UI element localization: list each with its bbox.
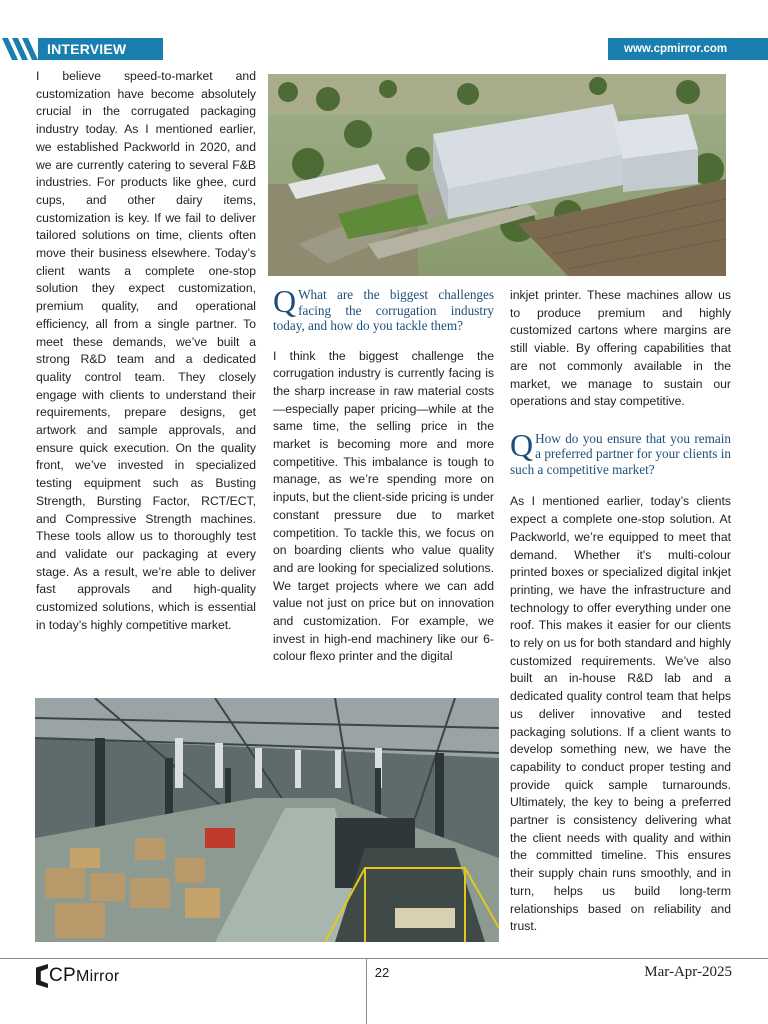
factory-aerial-photo	[268, 74, 726, 276]
question-1	[273, 283, 494, 334]
section-header-band	[0, 38, 163, 60]
header-stripes-icon	[0, 38, 40, 60]
answer-1-text: I think the biggest challenge the corrugation industry is currently facing is the sharp increase in raw material costs—especially paper pricing—while at the same time, the selling price in the market is becoming more and more competitive. This imbalance is tough to manage, as we’re spending more on inputs, but the client-side pricing is under constant pressure due to market competition. To tackle this, we focus on on boarding clients who value quality and are looking for specialized solutions. We target projects where we can add value not just on price but on innovation and customization. For example, we invest in high-end machinery like our 6-colour flexo printer and the digital	[273, 348, 494, 664]
website-url[interactable]: www.cpmirror.com	[608, 38, 768, 60]
question-2-text: How do you ensure that you remain a preferred partner for your clients in such a competitive market?	[510, 430, 731, 477]
footer-rule	[0, 958, 768, 959]
logo-text-suffix: Mirror	[76, 968, 120, 985]
question-1-text: What are the biggest challenges facing the corrugation industry today, and how do you tackle them?	[273, 287, 494, 333]
factory-interior-image	[35, 698, 499, 942]
issue-date: Mar-Apr-2025	[644, 964, 732, 980]
question-2-initial: Q	[510, 426, 534, 463]
column-1	[36, 68, 256, 635]
column-3	[510, 287, 731, 936]
question-2	[510, 426, 731, 478]
factory-interior-photo	[35, 698, 499, 942]
column-1-paragraph: I believe speed-to-market and customization have become absolutely crucial in the corrugated packaging industry today. As I mentioned earlier, we established Packworld in 2020, and we are currently catering to several F&B industries. For products like ghee, curd cups, and other dairy items, customization is key. If we fail to deliver tailored solutions on time, clients often move their business elsewhere. Today’s client wants a complete one-stop solution they expect customization, premium quality, and operational efficiency, all from a single partner. To meet these demands, we’ve built a strong R&D team and a dedicated quality control team. They closely engage with clients to understand their requirements, prepare designs, get artwork and sample approvals, and ensure quick execution. On the quality front, we’ve invested in specialized testing equipment such as Busting Strength, Bursting Factor, RCT/ECT, and Compressive Strength machines. These tools allow us to thoroughly test and validate our packaging at every stage. As a result, we’re able to deliver fast approvals and high-quality customized solutions, which is essential in today’s highly competitive market.	[36, 69, 256, 632]
answer-1-continuation: inkjet printer. These machines allow us to produce premium and highly customized cartons where margins are still viable. By offering capabilities that are not commonly available in the market, we manage to sustain our operations and stay competitive.	[510, 288, 731, 409]
section-label: INTERVIEW	[38, 38, 163, 60]
logo-bracket-icon	[36, 964, 48, 988]
question-1-initial: Q	[273, 283, 297, 319]
logo-text	[49, 965, 120, 987]
answer-2-text: As I mentioned earlier, today’s clients expect a complete one-stop solution. At Packworld, we’re equipped to meet that demand. Whether it's multi-colour printed boxes or specialized digital inkjet printing, we have the infrastructure and technology to offer everything under one roof. This makes it easier for our clients to rely on us for both standard and highly customized requirements. We’ve also built an in-house R&D lab and a dedicated quality control team that helps us deliver innovative and tested packaging solutions. If a client wants to develop something new, we have the capability to conduct proper testing and provide quick sample turnarounds. Ultimately, the key to being a preferred partner is consistency delivering what the client needs with quality and within the committed timeline. This ensures their supply chain runs smoothly, and in turn, helps us build long-term relationships based on reliability and trust.	[510, 494, 731, 934]
page-number: 22	[374, 965, 390, 980]
factory-aerial-image	[268, 74, 726, 276]
column-2	[273, 283, 494, 666]
logo-text-prefix: CP	[49, 965, 76, 986]
cpmirror-logo	[36, 964, 120, 988]
footer-divider	[366, 958, 367, 1024]
